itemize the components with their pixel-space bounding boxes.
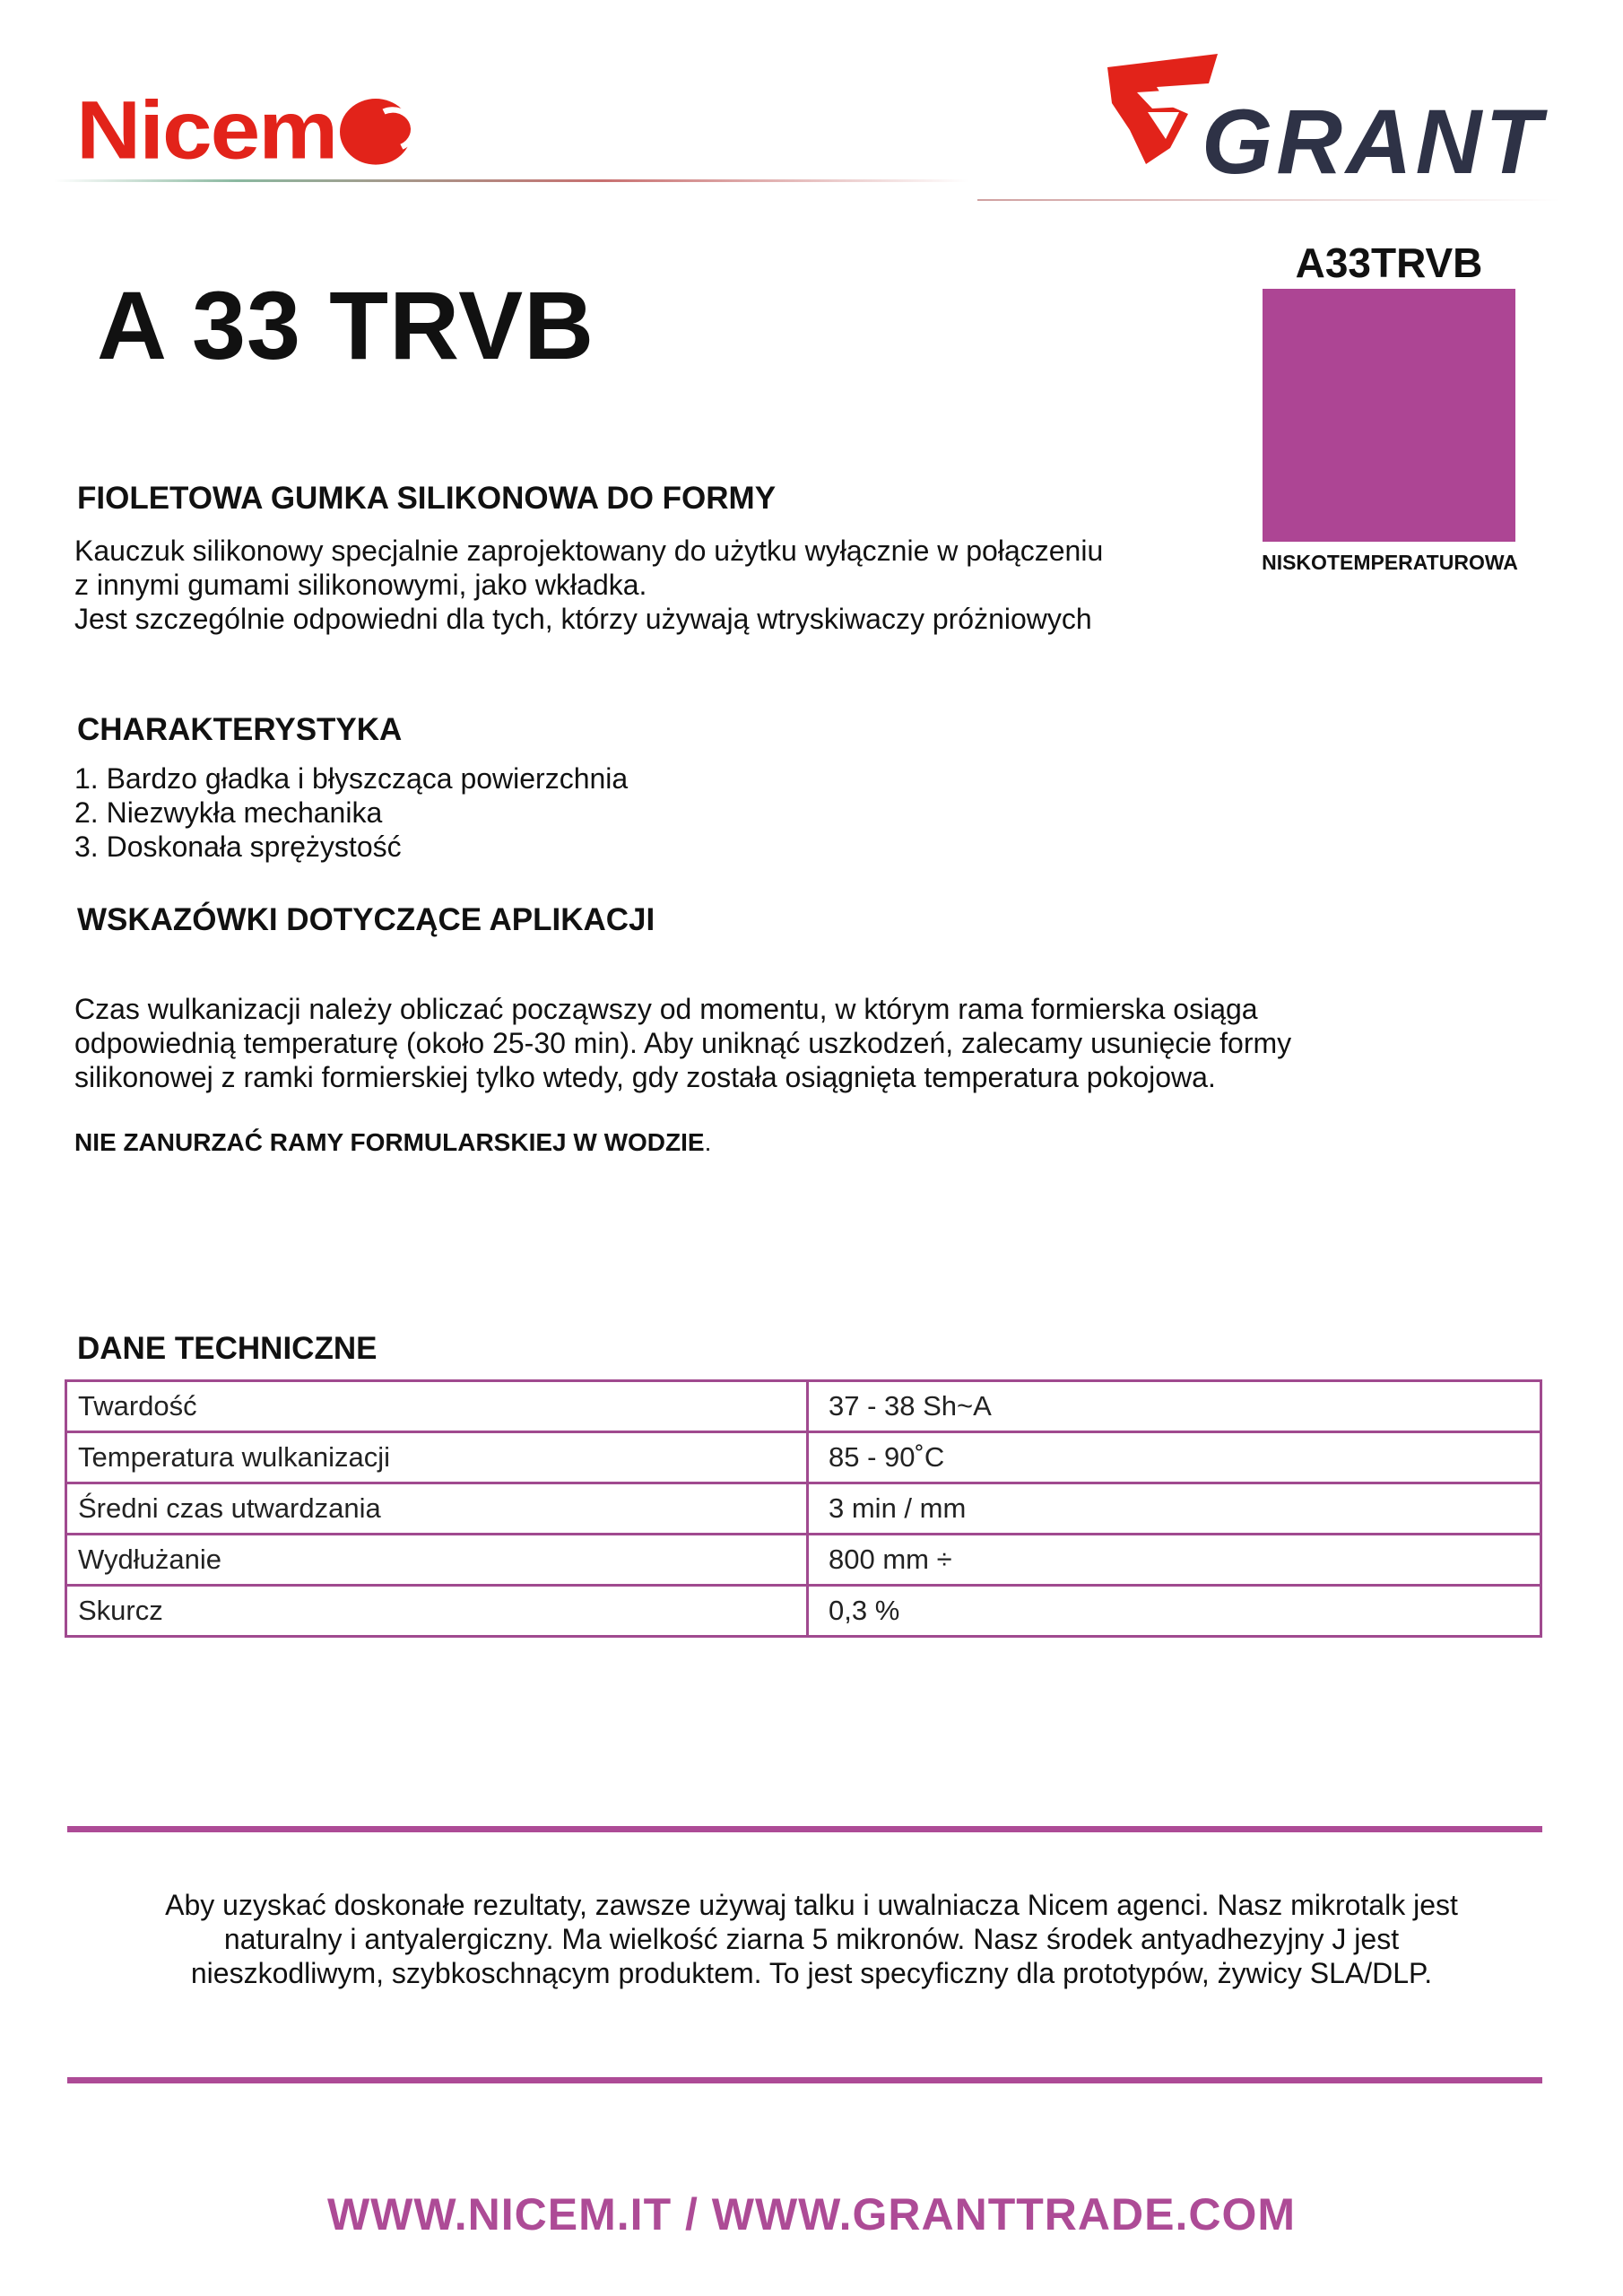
table-cell-value: 85 - 90˚C bbox=[808, 1432, 1541, 1483]
note-bottom-rule bbox=[67, 2077, 1542, 2083]
note-text bbox=[90, 1888, 1533, 1990]
application-heading: WSKAZÓWKI DOTYCZĄCE APLIKACJI bbox=[77, 902, 655, 937]
header-divider bbox=[54, 179, 968, 182]
application-line: Czas wulkanizacji należy obliczać począwszy od momentu, w którym rama formierska osiąga bbox=[74, 993, 1258, 1025]
warning-period: . bbox=[704, 1128, 712, 1156]
technical-table bbox=[65, 1379, 1542, 1638]
application-line: silikonowej z ramki formierskiej tylko wtedy, gdy została osiągnięta temperatura pokojowa. bbox=[74, 1061, 1216, 1093]
intro-text bbox=[74, 534, 1103, 636]
footer-links[interactable]: WWW.NICEM.IT / WWW.GRANTTRADE.COM bbox=[326, 2189, 1297, 2239]
grant-logo-text: GRANT bbox=[1202, 91, 1545, 184]
color-swatch bbox=[1263, 289, 1515, 542]
warning-text: NIE ZANURZAĆ RAMY FORMULARSKIEJ W WODZIE bbox=[74, 1128, 705, 1156]
nicem-logo-text: Nicem bbox=[76, 83, 337, 177]
table-row bbox=[66, 1381, 1541, 1432]
note-line: Aby uzyskać doskonałe rezultaty, zawsze używaj talku i uwalniacza Nicem agenci. Nasz mikrotalk jest bbox=[165, 1889, 1458, 1921]
swatch-caption: NISKOTEMPERATUROWA bbox=[1262, 551, 1518, 574]
technical-heading: DANE TECHNICZNE bbox=[77, 1331, 378, 1366]
intro-line: Kauczuk silikonowy specjalnie zaprojektowany do użytku wyłącznie w połączeniu bbox=[74, 535, 1104, 567]
table-row bbox=[66, 1535, 1541, 1586]
list-item: 1. Bardzo gładka i błyszcząca powierzchnia bbox=[74, 762, 629, 795]
table-row bbox=[66, 1483, 1541, 1535]
application-warning bbox=[74, 1128, 711, 1157]
table-cell-label: Twardość bbox=[66, 1381, 808, 1432]
table-cell-label: Wydłużanie bbox=[66, 1535, 808, 1586]
intro-line: Jest szczególnie odpowiedni dla tych, którzy używają wtryskiwaczy próżniowych bbox=[74, 603, 1092, 635]
table-cell-label: Skurcz bbox=[66, 1586, 808, 1637]
note-line: naturalny i antyalergiczny. Ma wielkość ziarna 5 mikronów. Nasz środek antyadhezyjny J jest bbox=[223, 1923, 1400, 1955]
product-title: A 33 TRVB bbox=[97, 271, 595, 379]
application-line: odpowiednią temperaturę (około 25-30 min). Aby uniknąć uszkodzeń, zalecamy usunięcie formy bbox=[74, 1027, 1292, 1059]
nicem-logo bbox=[76, 83, 412, 177]
table-cell-label: Temperatura wulkanizacji bbox=[66, 1432, 808, 1483]
list-item: 2. Niezwykła mechanika bbox=[74, 796, 383, 829]
list-item: 3. Doskonała sprężystość bbox=[74, 831, 402, 863]
characteristics-heading: CHARAKTERYSTYKA bbox=[77, 712, 403, 747]
table-cell-label: Średni czas utwardzania bbox=[66, 1483, 808, 1535]
table-row bbox=[66, 1586, 1541, 1637]
swatch-code: A33TRVB bbox=[1295, 239, 1483, 286]
nicem-logo-mark bbox=[340, 99, 412, 165]
note-top-rule bbox=[67, 1826, 1542, 1832]
header-divider-right bbox=[977, 199, 1560, 201]
table-cell-value: 3 min / mm bbox=[808, 1483, 1541, 1535]
table-row bbox=[66, 1432, 1541, 1483]
intro-line: z innymi gumami silikonowymi, jako wkładka. bbox=[74, 569, 647, 601]
table-cell-value: 800 mm ÷ bbox=[808, 1535, 1541, 1586]
note-line: nieszkodliwym, szybkoschnącym produktem. To jest specyficzny dla prototypów, żywicy SLA/DLP. bbox=[190, 1957, 1433, 1989]
grant-logo bbox=[1103, 49, 1560, 184]
intro-heading: FIOLETOWA GUMKA SILIKONOWA DO FORMY bbox=[77, 481, 777, 516]
table-cell-value: 37 - 38 Sh~A bbox=[808, 1381, 1541, 1432]
table-cell-value: 0,3 % bbox=[808, 1586, 1541, 1637]
application-text bbox=[74, 992, 1291, 1094]
characteristics-list bbox=[74, 761, 628, 864]
